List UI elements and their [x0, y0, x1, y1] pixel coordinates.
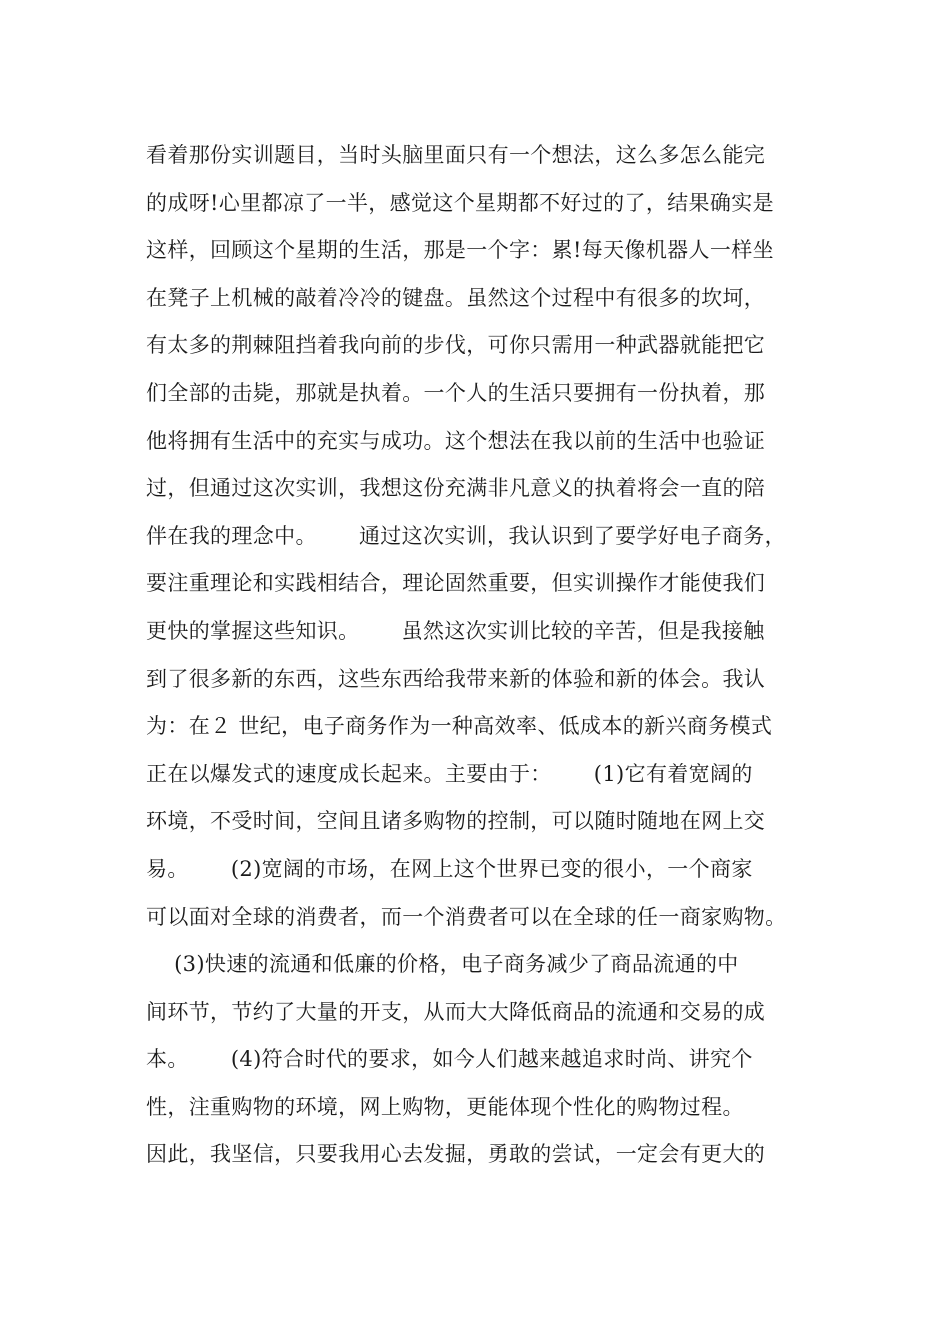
text-line: 易。 (2)宽阔的市场，在网上这个世界已变的很小，一个商家 — [146, 856, 753, 881]
text-line: 过，但通过这次实训，我想这份充满非凡意义的执着将会一直的陪 — [146, 476, 766, 501]
text-line: 间环节，节约了大量的开支，从而大大降低商品的流通和交易的成 — [146, 999, 766, 1024]
text-line: 环境，不受时间，空间且诸多购物的控制，可以随时随地在网上交 — [146, 809, 766, 834]
body-text — [146, 132, 836, 1179]
text-line: 的成呀!心里都凉了一半，感觉这个星期都不好过的了，结果确实是 — [146, 190, 774, 215]
text-line: 正在以爆发式的速度成长起来。主要由于： (1)它有着宽阔的 — [146, 761, 753, 786]
text-line: 在凳子上机械的敲着冷冷的键盘。虽然这个过程中有很多的坎坷， — [146, 285, 766, 310]
text-line: 他将拥有生活中的充实与成功。这个想法在我以前的生活中也验证 — [146, 428, 766, 453]
text-line: 可以面对全球的消费者，而一个消费者可以在全球的任一商家购物。 — [146, 904, 787, 929]
text-line: 为：在２ 世纪，电子商务作为一种高效率、低成本的新兴商务模式 — [146, 714, 773, 739]
text-line: 们全部的击毙，那就是执着。一个人的生活只要拥有一份执着，那 — [146, 380, 766, 405]
text-line: 看着那份实训题目，当时头脑里面只有一个想法，这么多怎么能完 — [146, 143, 766, 167]
text-line: 因此，我坚信，只要我用心去发掘，勇敢的尝试，一定会有更大的 — [146, 1142, 766, 1167]
text-line: 有太多的荆棘阻挡着我向前的步伐，可你只需用一种武器就能把它 — [146, 333, 766, 358]
text-line: 要注重理论和实践相结合，理论固然重要，但实训操作才能使我们 — [146, 571, 766, 596]
text-line: (3)快速的流通和低廉的价格，电子商务减少了商品流通的中 — [146, 952, 739, 977]
text-line: 更快的掌握这些知识。 虽然这次实训比较的辛苦，但是我接触 — [146, 618, 765, 643]
text-line: 性，注重购物的环境，网上购物，更能体现个性化的购物过程。 — [146, 1094, 744, 1119]
text-line: 这样，回顾这个星期的生活，那是一个字：累!每天像机器人一样坐 — [146, 238, 774, 263]
text-line: 到了很多新的东西，这些东西给我带来新的体验和新的体会。我认 — [146, 666, 766, 691]
text-line: 伴在我的理念中。 通过这次实训，我认识到了要学好电子商务， — [146, 523, 786, 548]
text-line: 本。 (4)符合时代的要求，如今人们越来越追求时尚、讲究个 — [146, 1047, 753, 1072]
